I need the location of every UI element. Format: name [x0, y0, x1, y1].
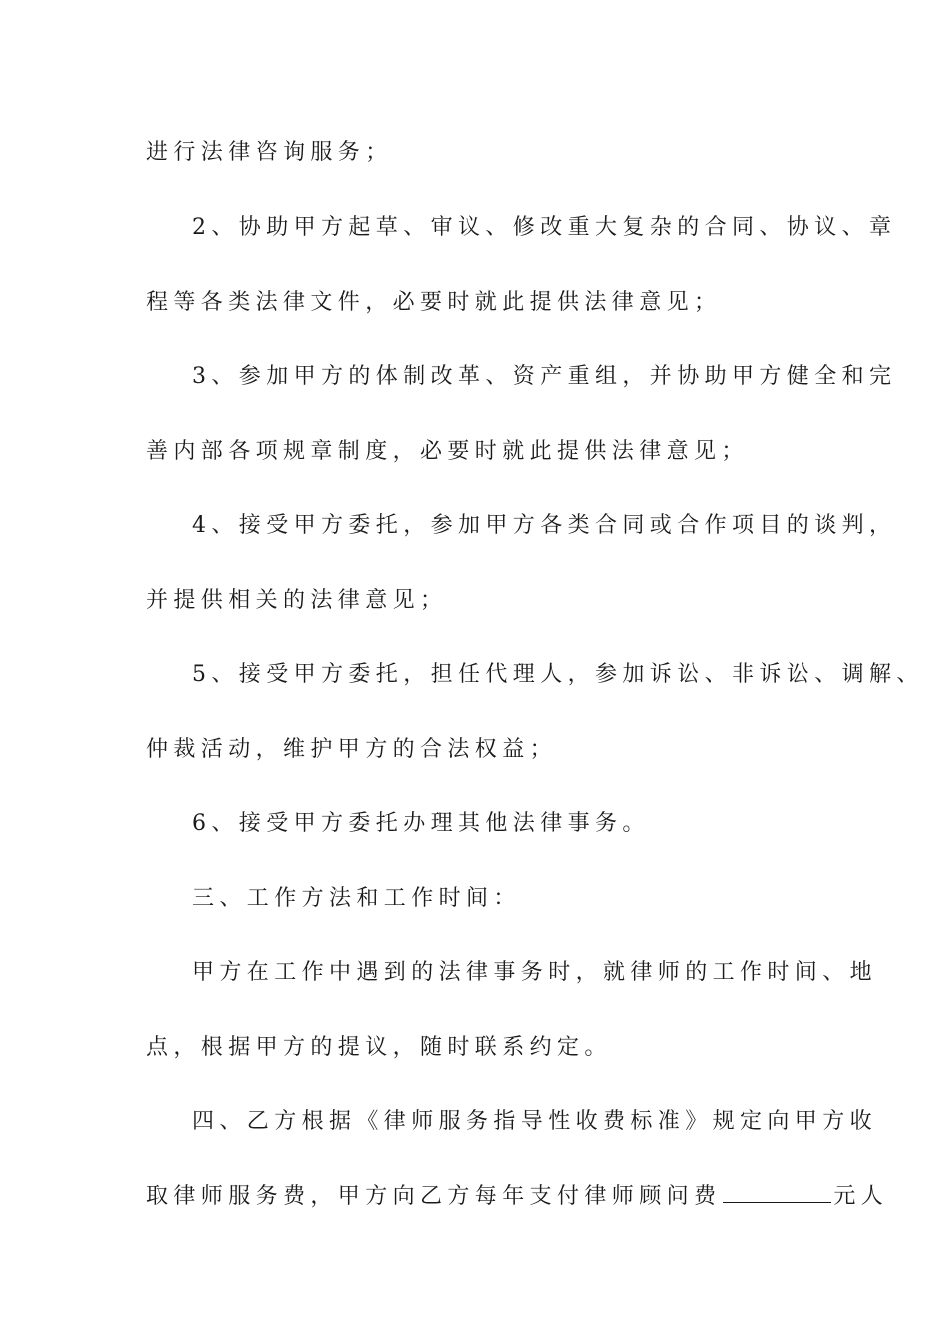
fill-in-blank: [723, 1182, 831, 1203]
text-line: 6、接受甲方委托办理其他法律事务。: [192, 811, 650, 836]
text-line: 四、乙方根据《律师服务指导性收费标准》规定向甲方收: [192, 1109, 878, 1134]
text-segment: 元人: [833, 1184, 889, 1209]
text-line: 进行法律咨询服务；: [146, 140, 393, 165]
text-line: 5、接受甲方委托，担任代理人，参加诉讼、非诉讼、调解、: [192, 662, 924, 687]
text-line: 程等各类法律文件，必要时就此提供法律意见；: [146, 290, 722, 315]
text-line: 并提供相关的法律意见；: [146, 588, 448, 613]
section-heading: 三、工作方法和工作时间：: [192, 886, 521, 911]
text-line: 3、参加甲方的体制改革、资产重组，并协助甲方健全和完: [192, 364, 897, 389]
text-line: 善内部各项规章制度，必要时就此提供法律意见；: [146, 439, 749, 464]
text-line: 4、接受甲方委托，参加甲方各类合同或合作项目的谈判，: [192, 513, 897, 538]
text-segment: 取律师服务费，甲方向乙方每年支付律师顾问费: [146, 1184, 722, 1209]
text-line-with-blank: [146, 1182, 888, 1212]
text-line: 仲裁活动，维护甲方的合法权益；: [146, 737, 558, 762]
text-line: 甲方在工作中遇到的法律事务时，就律师的工作时间、地: [192, 960, 878, 985]
text-line: 2、协助甲方起草、审议、修改重大复杂的合同、协议、章: [192, 215, 897, 240]
text-line: 点，根据甲方的提议，随时联系约定。: [146, 1035, 612, 1060]
